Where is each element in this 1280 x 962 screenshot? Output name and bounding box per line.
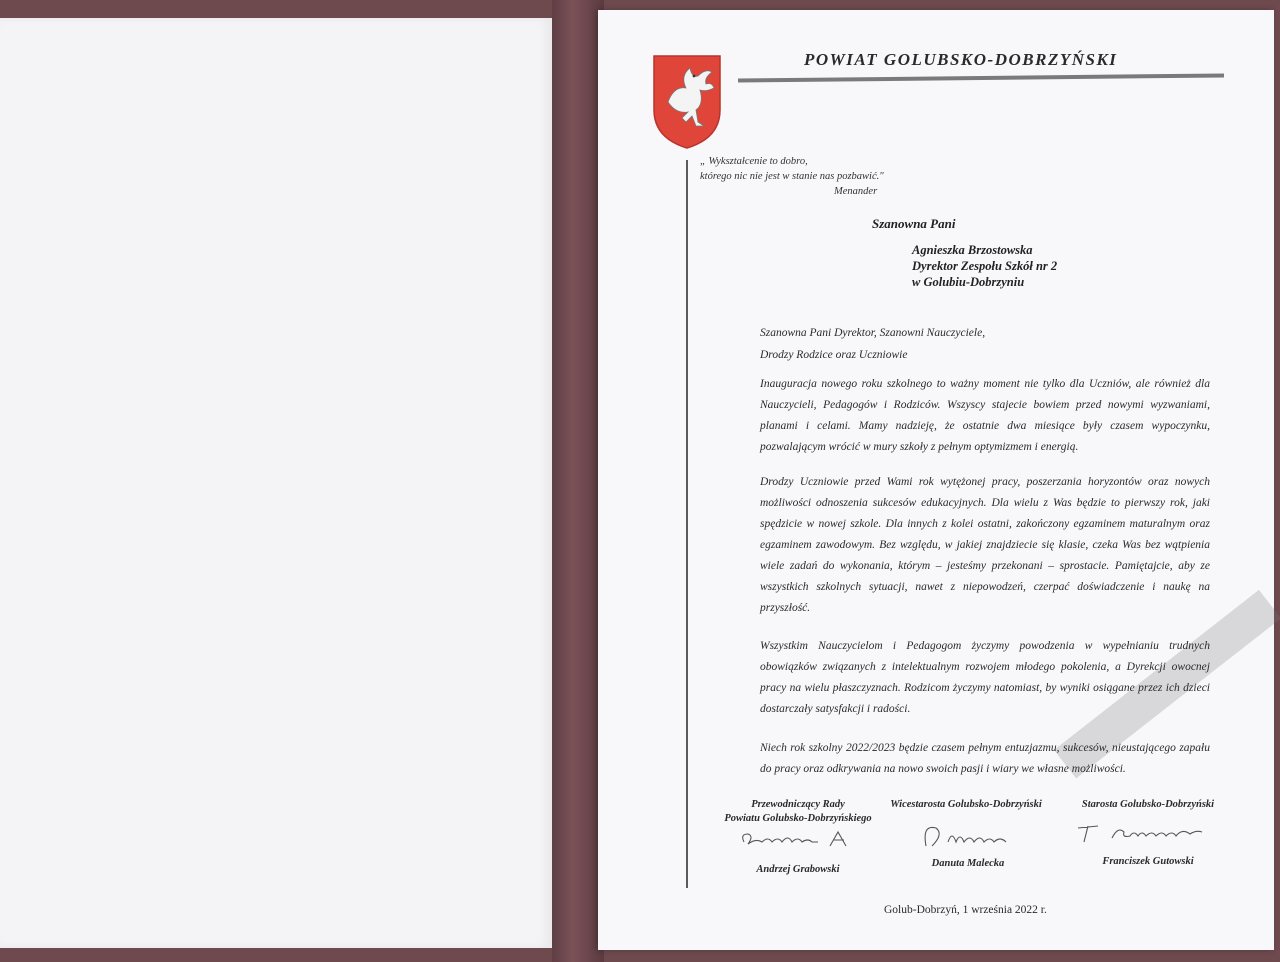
letter-date: Golub-Dobrzyń, 1 września 2022 r. bbox=[884, 904, 1047, 916]
handwritten-signature-gutowski bbox=[1072, 818, 1212, 846]
body-paragraph: Inauguracja nowego roku szkolnego to ważny moment nie tylko dla Uczniów, ale również dla Nauczycieli, Pedagogów i Rodziców. Wszyscy stajecie bowiem przed nowymi wyzwaniami, planami i celami. Mamy nadzieję, że ostatnie dwa miesiące były czasem wypoczynku, pozwalającym wrócić w mury szkoły z pełnym optymizmem i energią. bbox=[760, 378, 1210, 453]
signature-title-line: Wicestarosta Golubsko-Dobrzyński bbox=[890, 799, 1042, 810]
coat-of-arms-icon bbox=[650, 52, 724, 152]
signatory-name: Andrzej Grabowski bbox=[756, 864, 840, 875]
signature-title-line: Przewodniczący Rady bbox=[751, 799, 845, 810]
addressee-name: Agnieszka Brzostowska bbox=[912, 243, 1033, 257]
folder-inner-page bbox=[0, 18, 552, 948]
body-paragraph: Wszystkim Nauczycielom i Pedagogom życzymy powodzenia w wypełnianiu trudnych obowiązków związanych z intelektualnym rozwojem młodego pokolenia, a Dyrekcji owocnej pracy na wielu płaszczyznach. Rodzicom życzymy natomiast, by wyniki osiągane przez ich dzieci dostarczały satysfakcji i radości. bbox=[760, 640, 1210, 715]
addressee-salutation: Szanowna Pani bbox=[872, 216, 956, 231]
body-paragraph: Niech rok szkolny 2022/2023 będzie czasem pełnym entuzjazmu, sukcesów, nieustającego zapału do pracy oraz odkrywania na nowo swoich pasji i wiary we własne możliwości. bbox=[760, 742, 1210, 775]
signature-title-line: Powiatu Golubsko-Dobrzyńskiego bbox=[724, 813, 872, 824]
quote-author: Menander bbox=[834, 186, 878, 197]
letter-greeting bbox=[760, 322, 985, 366]
letterhead-title: POWIAT GOLUBSKO-DOBRZYŃSKI bbox=[804, 50, 1118, 69]
signature-title bbox=[886, 798, 1046, 812]
greeting-line: Szanowna Pani Dyrektor, Szanowni Nauczyciele, bbox=[760, 327, 986, 339]
addressee-block bbox=[912, 242, 1057, 290]
handwritten-signature-malecka bbox=[918, 820, 1018, 850]
epigraph-quote bbox=[700, 154, 884, 199]
letter-page bbox=[598, 10, 1274, 950]
handwritten-signature-grabowski bbox=[738, 826, 868, 852]
signature-title-line: Starosta Golubsko-Dobrzyński bbox=[1081, 799, 1215, 810]
addressee-position: Dyrektor Zespołu Szkół nr 2 bbox=[912, 259, 1058, 273]
quote-line: którego nic nie jest w stanie nas pozbawić." bbox=[700, 171, 884, 182]
body-paragraph: Drodzy Uczniowie przed Wami rok wytężonej pracy, poszerzania horyzontów oraz nowych możliwości odnoszenia sukcesów edukacyjnych. Dla wielu z Was będzie to pierwszy rok, jaki spędzicie w nowej szkole. Dla innych z kolei ostatni, zakończony egzaminem maturalnym oraz egzaminem zawodowym. Bez względu, w jakiej znajdziecie się klasie, czeka Was bez wątpienia wiele zadań do wykonania, którym – jesteśmy przekonani – sprostacie. Pamiętajcie, aby ze wszystkich szkolnych sytuacji, nawet z niepowodzeń, czerpać doświadczenie i naukę na przyszłość. bbox=[760, 476, 1210, 614]
margin-rule bbox=[686, 160, 688, 888]
signatory-name: Franciszek Gutowski bbox=[1102, 856, 1194, 867]
signatory-name: Danuta Malecka bbox=[931, 858, 1005, 869]
letterhead-rule bbox=[738, 73, 1224, 82]
greeting-line: Drodzy Rodzice oraz Uczniowie bbox=[760, 349, 908, 361]
signature-title bbox=[1068, 798, 1228, 812]
addressee-place: w Golubiu-Dobrzyniu bbox=[912, 275, 1025, 289]
folder-spine bbox=[552, 0, 604, 962]
quote-line: „ Wykształcenie to dobro, bbox=[700, 156, 808, 167]
signature-title bbox=[718, 798, 878, 826]
